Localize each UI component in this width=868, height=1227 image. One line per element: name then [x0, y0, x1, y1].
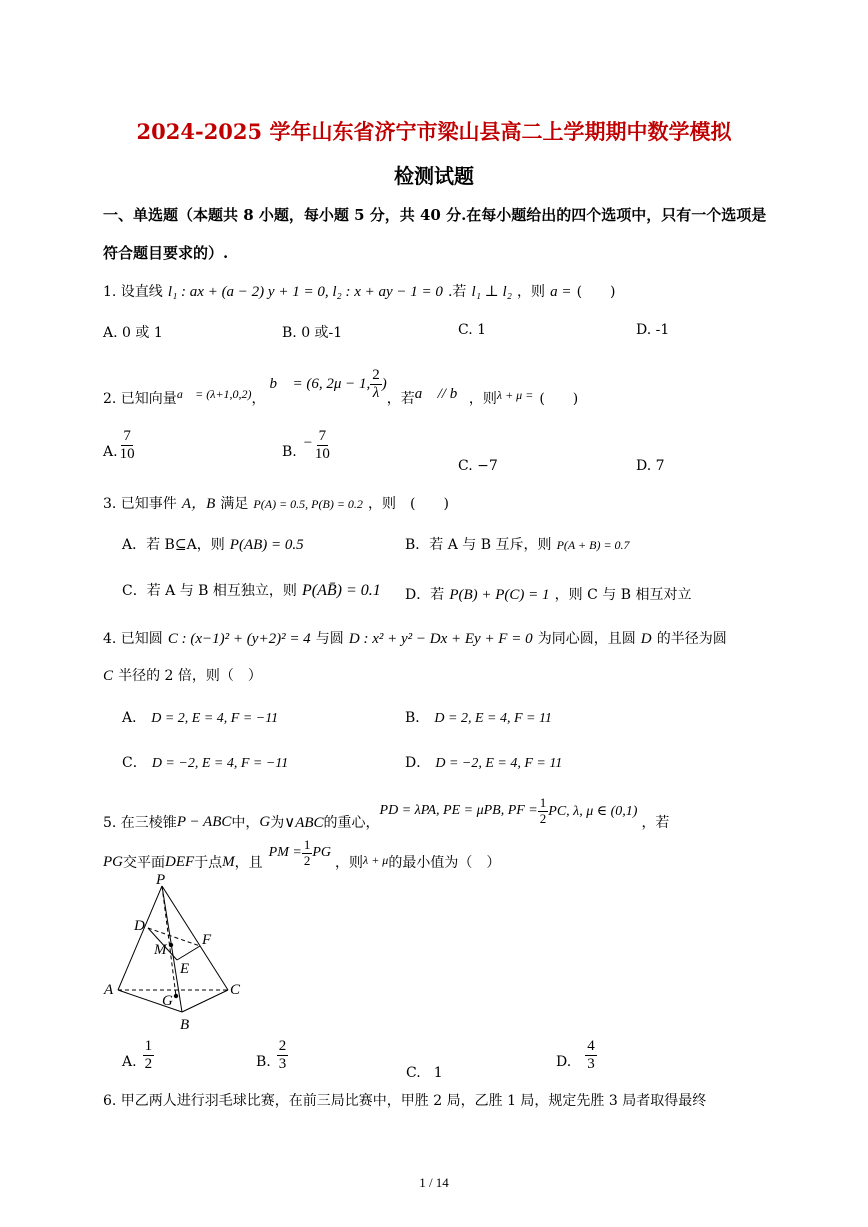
q5-option-b-den: 3	[278, 1055, 287, 1072]
q1-option-d: D. -1	[636, 322, 670, 338]
q5-cond-den: 2	[539, 810, 547, 826]
point-g	[174, 994, 178, 998]
q4-mid: 与圆	[315, 631, 344, 647]
question-5	[103, 790, 669, 832]
label-g: G	[162, 993, 173, 1009]
q5-pm: PM =	[268, 845, 302, 860]
q2-option-a-label: A.	[103, 444, 118, 460]
q5-mid-2: 为	[270, 815, 285, 831]
section-heading-line2: 符合题目要求的）.	[103, 244, 229, 262]
q5-l2-c: ，且	[234, 855, 263, 871]
q5-l2-d: ，则	[335, 855, 364, 871]
q5-option-c	[406, 1062, 443, 1081]
q2-option-b	[282, 428, 332, 462]
q5-triangle: ∨ABC	[284, 814, 324, 831]
label-f: F	[202, 932, 212, 948]
q5-lambda-mu: λ + μ	[363, 852, 389, 867]
q1-option-a: A. 0 或 1	[103, 325, 163, 341]
q2-vector-a: a⃗ = (λ+1,0,2)	[176, 386, 252, 401]
section-heading-line1: 一、单选题（本题共 8 小题，每小题 5 分，共 40 分.在每小题给出的四个选项中，只有一个选项是	[103, 206, 767, 224]
q4-option-b-label: B．	[405, 710, 430, 726]
q2-vector-b-frac	[370, 367, 382, 401]
q5-l2-b: 于点	[194, 855, 223, 871]
q5-line-2	[103, 834, 500, 872]
q2-option-b-num: 7	[318, 428, 327, 444]
q4-end-2: 的半径为圆	[656, 631, 727, 647]
q5-pyramid: P − ABC	[176, 813, 232, 830]
q1-number: 1. 设直线	[103, 284, 163, 300]
q5-end: ，若	[641, 815, 670, 831]
q1-option-b: B. 0 或-1	[282, 325, 343, 341]
q5-pm-frac	[302, 838, 313, 868]
q5-pm-den: 2	[303, 852, 311, 868]
q5-pg: PG	[103, 853, 123, 870]
q2-comma: ，	[251, 391, 266, 407]
label-d: D	[134, 918, 145, 934]
q5-option-a	[122, 1038, 154, 1072]
q5-cond-frac	[538, 796, 549, 826]
q4-option-b-math: D = 2, E = 4, F = 11	[434, 711, 552, 726]
question-2	[103, 360, 578, 408]
label-p: P	[156, 872, 166, 888]
q5-def: DEF	[165, 853, 195, 870]
q5-g: G	[259, 813, 271, 830]
edge-pc	[162, 886, 228, 990]
q1-mid: .若	[447, 284, 467, 300]
q1-paren: ( )	[576, 284, 616, 300]
q5-option-d-num: 4	[587, 1038, 595, 1054]
q4-d: D	[640, 631, 652, 647]
q2-end: ，则	[468, 391, 497, 407]
label-a: A	[104, 982, 114, 998]
q2-option-d: D. 7	[636, 458, 665, 474]
q4-option-a	[122, 707, 278, 727]
q4-line-2-c: C	[103, 668, 114, 684]
label-c: C	[230, 982, 241, 998]
q1-option-c: C. 1	[458, 322, 487, 338]
q2-mid: ，若	[386, 391, 415, 407]
q2-option-a-den: 10	[119, 445, 135, 462]
q5-option-c-label: C.	[406, 1065, 421, 1081]
q4-circle-c: C : (x−1)² + (y+2)² = 4	[167, 631, 311, 647]
q2-option-b-sign: −	[302, 435, 313, 451]
question-3	[103, 492, 449, 513]
q2-option-b-frac	[313, 428, 332, 462]
q5-option-b-num: 2	[278, 1038, 287, 1054]
q5-option-b-label: B.	[256, 1054, 271, 1070]
q3-option-b-math: P(A + B) = 0.7	[556, 538, 630, 552]
q2-vector-b-post: )	[381, 375, 387, 392]
q2-option-b-den: 10	[314, 445, 330, 462]
q2-frac-den: λ	[372, 384, 380, 401]
q1-perp-math: l₁ ⊥ l₂	[471, 284, 512, 300]
q3-option-a-text: A．若 B⊆A，则	[122, 537, 225, 553]
q4-end-1: 为同心圆，且圆	[537, 631, 636, 647]
q5-cond-2: PC, λ, μ ∈ (0,1)	[548, 803, 638, 819]
q3-option-c-text: C．若 A 与 B 相互独立，则	[122, 583, 297, 599]
q5-cond-1: PD = λPA, PE = μPB, PF =	[379, 803, 538, 818]
q3-option-a	[122, 534, 304, 554]
q4-option-d	[405, 752, 562, 772]
label-e: E	[180, 961, 190, 977]
q5-l2-e: 的最小值为（ ）	[388, 855, 501, 871]
q2-option-a	[103, 428, 137, 462]
q5-option-d-den: 3	[587, 1055, 595, 1072]
q5-option-a-label: A.	[122, 1054, 137, 1070]
q3-option-b-text: B．若 A 与 B 互斥，则	[405, 537, 552, 553]
q5-option-d-frac	[585, 1038, 597, 1072]
q4-number: 4. 已知圆	[103, 631, 163, 647]
q5-option-d	[556, 1038, 597, 1072]
label-b: B	[180, 1017, 190, 1033]
q5-mid-3: 的重心，	[323, 815, 380, 831]
q2-frac-num: 2	[372, 367, 380, 383]
q3-option-d	[405, 584, 691, 604]
q5-m: M	[222, 853, 235, 870]
q5-pg-2: PG	[312, 845, 332, 860]
q3-option-a-math: P(AB) = 0.5	[229, 537, 304, 553]
q4-circle-d: D : x² + y² − Dx + Ey + F = 0	[348, 631, 533, 647]
q2-paren: ( )	[539, 391, 579, 407]
q3-option-d-text: D．若	[405, 587, 445, 603]
doc-title: 2024-2025 学年山东省济宁市梁山县高二上学期期中数学模拟	[136, 119, 732, 144]
q2-number: 2. 已知向量	[103, 391, 177, 407]
q5-number: 5. 在三棱锥	[103, 815, 177, 831]
question-4	[103, 628, 727, 648]
q2-option-a-num: 7	[123, 428, 131, 444]
q4-option-d-math: D = −2, E = 4, F = 11	[435, 756, 563, 771]
point-m	[169, 943, 173, 947]
doc-subtitle: 检测试题	[394, 164, 474, 188]
q1-end: ，则	[517, 284, 545, 300]
q2-option-c: C. −7	[458, 458, 498, 474]
q2-option-b-label: B.	[282, 444, 297, 460]
q4-option-c-math: D = −2, E = 4, F = −11	[151, 756, 289, 771]
q4-option-b	[405, 707, 552, 727]
q3-stem-1: 3. 已知事件	[103, 496, 177, 512]
pyramid-figure	[100, 872, 250, 1034]
q5-mid-1: 中，	[231, 815, 260, 831]
q5-option-c-text: 1	[433, 1065, 443, 1081]
q4-option-c-label: C．	[122, 755, 147, 771]
q5-pm-num: 1	[303, 837, 311, 853]
q2-option-a-frac	[118, 428, 137, 462]
question-6: 6. 甲乙两人进行羽毛球比赛，在前三局比赛中，甲胜 2 局，乙胜 1 局，规定先胜 3 局者取得最终	[103, 1093, 707, 1109]
q4-option-a-label: A．	[122, 710, 147, 726]
page-number: 1 / 14	[419, 1175, 449, 1190]
q2-vector-b-pre: b⃗ = (6, 2μ − 1,	[269, 375, 371, 392]
q4-line-2-text: 半径的 2 倍，则（ ）	[118, 668, 262, 684]
q4-option-c	[122, 752, 288, 772]
segment-pg	[162, 886, 176, 996]
q2-expr: λ + μ =	[496, 387, 534, 402]
label-m: M	[154, 942, 167, 958]
q3-option-b	[405, 534, 630, 554]
q1-a-math: a =	[550, 284, 572, 300]
q4-option-d-label: D．	[405, 755, 431, 771]
q3-option-d-end: ，则 C 与 B 相互对立	[554, 587, 692, 603]
q5-l2-a: 交平面	[123, 855, 165, 871]
q2-parallel: a⃗ // b⃗	[414, 385, 469, 402]
edge-pa	[118, 886, 162, 990]
q5-option-b-frac	[277, 1038, 289, 1072]
q3-option-c	[122, 580, 381, 600]
q3-option-d-math: P(B) + P(C) = 1	[449, 587, 550, 603]
q5-option-d-label: D.	[556, 1054, 572, 1070]
segment-ef	[177, 946, 200, 960]
q4-line-2	[103, 665, 262, 685]
q3-stem-math: P(A) = 0.5, P(B) = 0.2	[253, 497, 363, 511]
q5-option-a-den: 2	[144, 1055, 153, 1072]
q4-option-a-math: D = 2, E = 4, F = −11	[151, 711, 279, 726]
edge-bc	[182, 990, 228, 1012]
q3-stem-ab: A，B	[181, 496, 216, 512]
q3-option-c-math: P(AB̄) = 0.1	[302, 582, 381, 599]
q3-stem-3: ，则 ( )	[368, 496, 449, 512]
q5-option-b	[256, 1038, 288, 1072]
q5-cond-num: 1	[539, 795, 547, 811]
question-1	[103, 281, 616, 301]
q5-option-a-frac	[143, 1038, 155, 1072]
q3-stem-2: 满足	[220, 496, 249, 512]
q5-option-a-num: 1	[144, 1038, 153, 1054]
q1-lines-math: l₁ : ax + (a − 2) y + 1 = 0, l₂ : x + ay − 1 = 0	[167, 284, 443, 300]
